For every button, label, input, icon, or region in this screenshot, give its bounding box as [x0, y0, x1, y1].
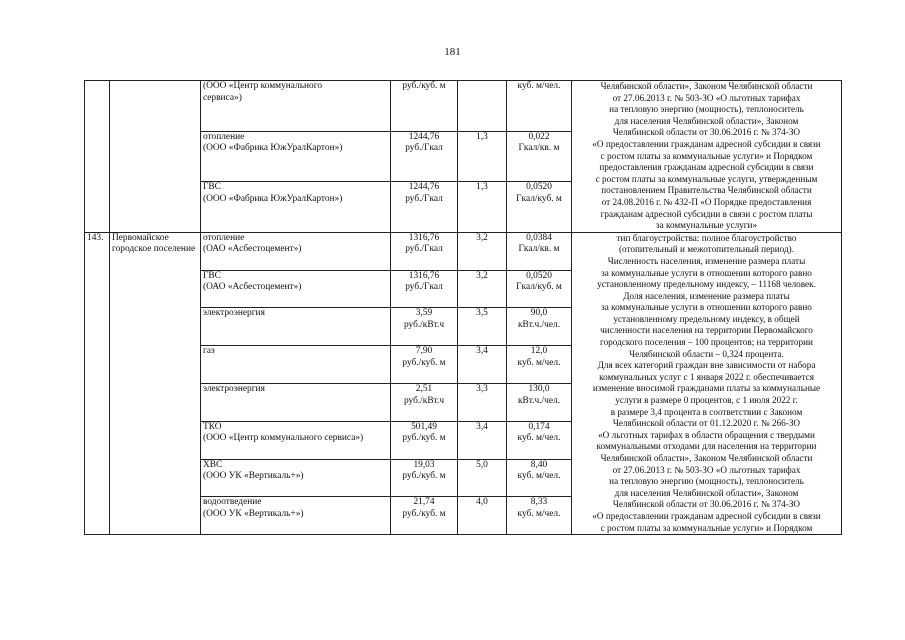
service-provider: (ОАО «Асбестоцемент») [203, 244, 302, 255]
note-line: от 27.06.2013 г. № 503-ЗО «О льготных тарифах [612, 92, 801, 103]
volume-cell [507, 270, 572, 308]
tariff-value: 1316,76 [408, 232, 440, 243]
note-line: установленному предельному индексу, – 11168 человек. [597, 279, 816, 290]
volume-cell [507, 421, 572, 459]
service-name: отопление [203, 131, 245, 142]
volume-cell [507, 81, 572, 132]
note-line: предоставления гражданам адресной субсидии в связи [599, 162, 814, 173]
service-cell [201, 308, 391, 346]
service-name: (ООО «Центр коммунального [203, 81, 323, 91]
tariff-value: руб./куб. м [402, 357, 446, 368]
note-line: Численность населения, изменение размера платы [607, 255, 806, 266]
volume-value: 0,0520 [526, 270, 552, 281]
volume-value: куб. м/чел. [517, 357, 561, 368]
percent-cell: 3,4 [458, 346, 507, 384]
tariff-value: руб./кВт.ч [403, 395, 445, 406]
note-line: установленному предельному индексу, в общей [613, 313, 800, 324]
volume-value: Гкал/куб. м [516, 193, 562, 204]
volume-value: 8,33 [530, 497, 548, 508]
volume-value: 12,0 [530, 346, 548, 357]
volume-value: куб. м/чел. [517, 471, 561, 482]
note-line: «О льготных тарифах в области обращения с твердыми [598, 429, 815, 440]
note-line: от 24.08.2016 г. № 432-П «О Порядке предоставления [601, 196, 812, 207]
tariff-value: руб./Гкал [405, 193, 443, 204]
note-line: Челябинской области – 0,324 процента. [629, 348, 784, 359]
note-line: Челябинской области», Законом Челябинской области [600, 81, 813, 91]
service-provider: (ООО «Центр коммунального сервиса») [203, 433, 364, 444]
note-line: «О предоставлении гражданам адресной субсидии в связи [592, 510, 821, 521]
table-row [85, 232, 842, 270]
note-cell [572, 232, 842, 534]
volume-value: Гкал/кв. м [518, 244, 560, 255]
tariff-cell [391, 182, 458, 233]
tariff-value: руб./куб. м [402, 471, 446, 482]
note-cell [572, 81, 842, 233]
tariff-value: руб./Гкал [405, 244, 443, 255]
tariff-cell [391, 81, 458, 132]
volume-cell [507, 497, 572, 535]
percent-cell: 3,5 [458, 308, 507, 346]
tariff-value: 2,51 [415, 383, 433, 394]
percent-cell: 3,2 [458, 232, 507, 270]
volume-cell [507, 131, 572, 182]
percent-cell: 3,3 [458, 383, 507, 421]
row-number-cell [85, 81, 110, 233]
note-line: Доля населения, изменение размера платы [623, 290, 790, 301]
service-provider: (ООО УК «Вертикаль+») [203, 471, 304, 482]
service-provider: сервиса») [203, 92, 242, 103]
volume-value: 0,174 [528, 421, 550, 432]
note-line: для населения Челябинской области», Законом [614, 487, 799, 498]
tariff-cell [391, 421, 458, 459]
note-line: за коммунальные услуги» [655, 220, 758, 231]
tariff-value: руб./куб. м [402, 81, 446, 91]
volume-value: куб. м/чел. [517, 508, 561, 519]
service-provider: (ООО «Фабрика ЮжУралКартон») [203, 143, 343, 154]
tariff-value: 7,90 [415, 346, 433, 357]
page-number: 181 [444, 46, 461, 58]
service-provider: (ООО УК «Вертикаль+») [203, 508, 304, 519]
note-line: от 27.06.2013 г. № 503-ЗО «О льготных тарифах [612, 464, 801, 475]
service-name: водоотведение [203, 497, 262, 508]
volume-cell [507, 308, 572, 346]
note-line: постановлением Правительства Челябинской области [601, 185, 812, 196]
note-line: Челябинской области от 30.06.2016 г. № 374-ЗО [612, 127, 801, 138]
note-line: коммунальными отходами для населения на территории [596, 441, 817, 452]
tariff-value: руб./кВт.ч [403, 319, 445, 330]
volume-cell [507, 346, 572, 384]
volume-cell [507, 182, 572, 233]
service-name: ГВС [203, 270, 221, 281]
volume-value: 130,0 [528, 383, 550, 394]
note-line: за коммунальные услуги в отношении которого равно [601, 267, 812, 278]
volume-value: 0,022 [528, 131, 550, 142]
service-cell [201, 421, 391, 459]
volume-value: куб. м/чел. [517, 81, 561, 91]
note-line: «О предоставлении гражданам адресной субсидии в связи [592, 138, 821, 149]
volume-cell [507, 383, 572, 421]
note-line: изменение вносимой гражданами платы за коммунальные [592, 383, 821, 394]
note-line: численности населения на территории Первомайского [600, 325, 813, 336]
tariff-value: 1244,76 [408, 131, 440, 142]
percent-cell: 3,2 [458, 270, 507, 308]
tariff-cell [391, 497, 458, 535]
note-line: услуги в размере 0 процентов, с 1 июля 2022 г. [615, 395, 798, 406]
volume-cell [507, 459, 572, 497]
tariff-cell [391, 131, 458, 182]
service-provider: (ОАО «Асбестоцемент») [203, 282, 302, 293]
volume-value: Гкал/куб. м [516, 282, 562, 293]
note-line: тип благоустройства: полное благоустройство [616, 232, 797, 243]
service-name: ГВС [203, 182, 221, 193]
row-number-cell: 143. [85, 232, 110, 534]
note-line: городского поселения – 100 процентов; на территории [600, 337, 813, 348]
service-cell [201, 232, 391, 270]
tariff-value: руб./Гкал [405, 143, 443, 154]
tariff-value: 1244,76 [408, 182, 440, 193]
note-line: с ростом платы за коммунальные услуги, утвержденным [595, 173, 818, 184]
tariff-cell [391, 346, 458, 384]
service-provider: (ООО «Фабрика ЮжУралКартон») [203, 193, 343, 204]
service-name: ТКО [203, 421, 222, 432]
tariff-cell [391, 459, 458, 497]
volume-value: Гкал/кв. м [518, 143, 560, 154]
note-line: для населения Челябинской области», Законом [614, 115, 799, 126]
service-cell [201, 346, 391, 384]
service-name: ХВС [203, 459, 223, 470]
volume-value: 0,0520 [526, 182, 552, 193]
volume-value: 0,0384 [526, 232, 552, 243]
note-line: в размере 3,4 процента в соответствии с Законом [610, 406, 803, 417]
note-line: гражданам адресной субсидии в связи с ростом платы [600, 208, 813, 219]
volume-value: куб. м/чел. [517, 433, 561, 444]
note-line: Челябинской области от 01.12.2020 г. № 266-ЗО [612, 418, 801, 429]
volume-cell [507, 232, 572, 270]
volume-value: кВт.ч./чел. [517, 319, 561, 330]
tariff-cell [391, 308, 458, 346]
note-line: на тепловую энергию (мощность), теплоноситель [609, 104, 804, 115]
service-cell [201, 131, 391, 182]
service-name: отопление [203, 232, 245, 243]
volume-value: кВт.ч./чел. [517, 395, 561, 406]
service-name: электроэнергия [203, 308, 265, 319]
service-name: электроэнергия [203, 383, 265, 394]
tariff-value: 3,59 [415, 308, 433, 319]
service-cell [201, 497, 391, 535]
note-line: коммунальных услуг с 1 января 2022 г. обеспечивается [599, 371, 814, 382]
percent-cell: 5,0 [458, 459, 507, 497]
note-line: (отопительный и межотопительный период). [618, 244, 795, 255]
tariff-value: 1316,76 [408, 270, 440, 281]
tariff-value: 21,74 [413, 497, 435, 508]
percent-cell: 3,4 [458, 421, 507, 459]
volume-value: 90,0 [530, 308, 548, 319]
percent-cell: 4,0 [458, 497, 507, 535]
percent-cell: 1,3 [458, 131, 507, 182]
note-line: Для всех категорий граждан вне зависимости от набора [597, 360, 816, 371]
note-line: на тепловую энергию (мощность), теплоноситель [609, 476, 804, 487]
tariff-value: 501,49 [411, 421, 437, 432]
table-body [85, 81, 842, 535]
tariff-value: руб./куб. м [402, 508, 446, 519]
tariff-value: 19,03 [413, 459, 435, 470]
tariff-table [84, 80, 842, 535]
service-cell [201, 383, 391, 421]
settlement-name-cell: Первомайское городское поселение [110, 232, 201, 534]
note-line: с ростом платы за коммунальные услуги» и Порядком [600, 150, 813, 161]
tariff-cell [391, 270, 458, 308]
note-line: Челябинской области от 30.06.2016 г. № 374-ЗО [612, 499, 801, 510]
note-line: с ростом платы за коммунальные услуги» и Порядком [600, 522, 813, 533]
tariff-cell [391, 383, 458, 421]
tariff-value: руб./куб. м [402, 433, 446, 444]
tariff-cell [391, 232, 458, 270]
service-name: газ [203, 346, 215, 357]
tariff-value: руб./Гкал [405, 282, 443, 293]
service-cell [201, 81, 391, 132]
service-cell [201, 182, 391, 233]
percent-cell: 1,3 [458, 182, 507, 233]
table-row [85, 81, 842, 132]
settlement-name-cell [110, 81, 201, 233]
note-line: за коммунальные услуги в отношении которого равно [601, 302, 812, 313]
service-cell [201, 270, 391, 308]
service-cell [201, 459, 391, 497]
volume-value: 8,40 [530, 459, 548, 470]
percent-cell [458, 81, 507, 132]
note-line: Челябинской области», Законом Челябинской области [600, 453, 813, 463]
